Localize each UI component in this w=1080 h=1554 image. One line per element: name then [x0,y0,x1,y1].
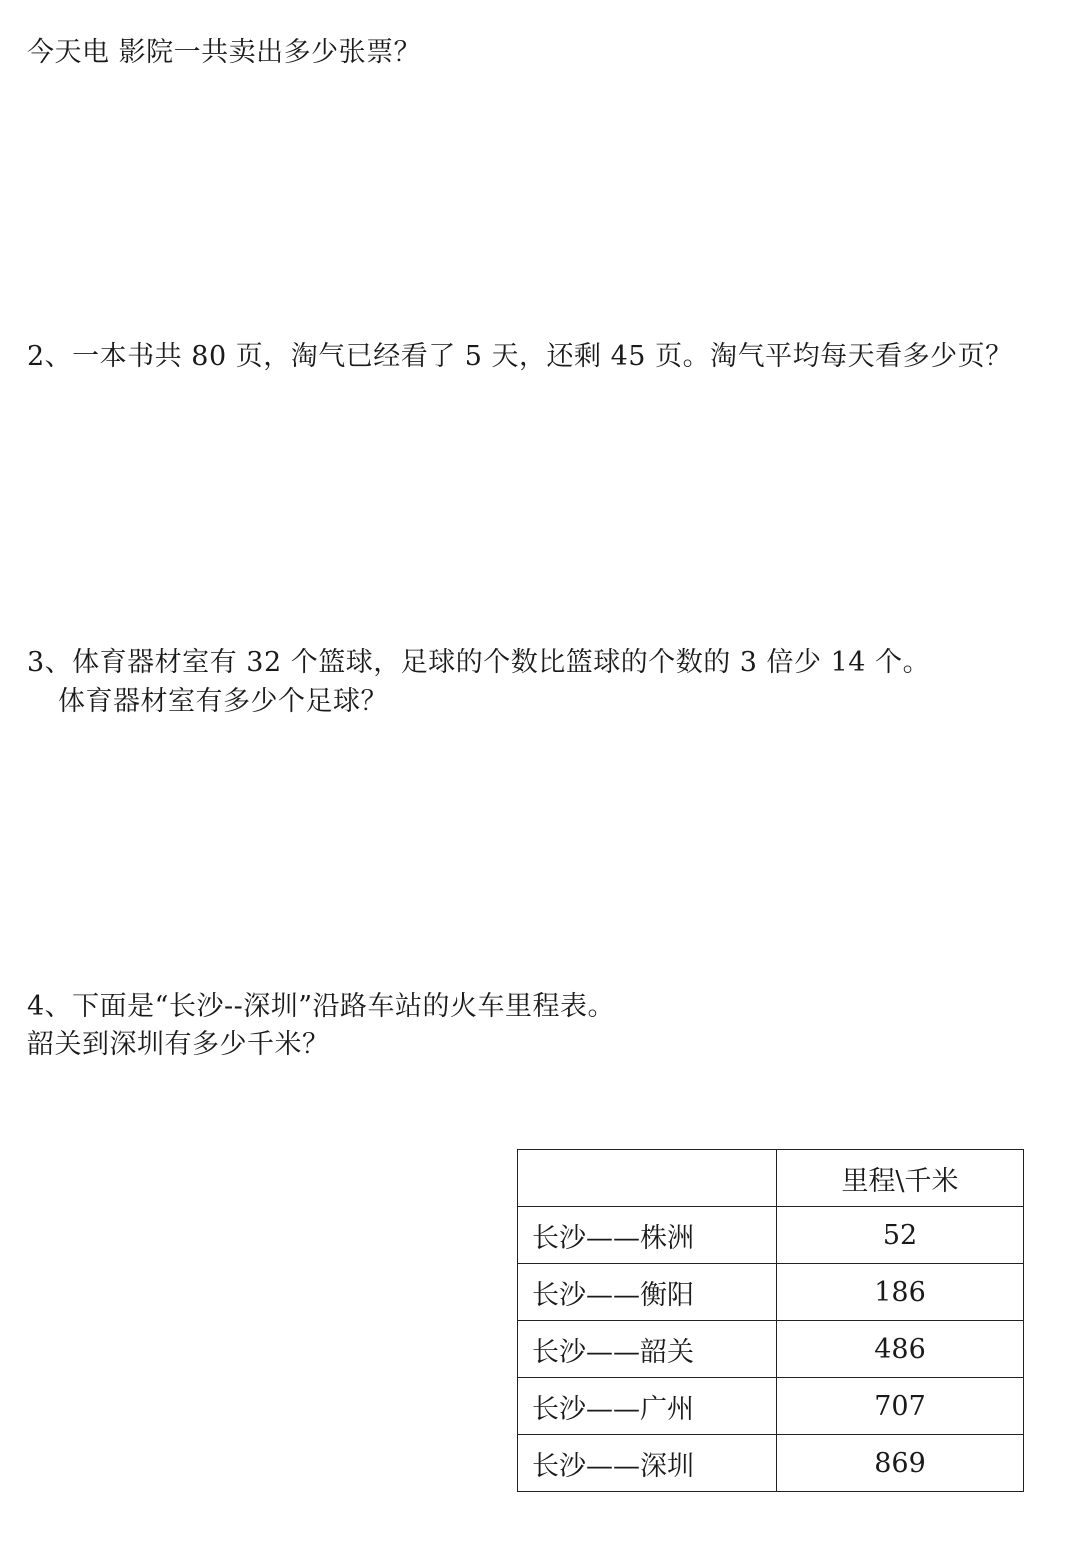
table-row [518,1264,1024,1321]
route-cell: 长沙——株洲 [518,1207,777,1264]
table-row [518,1207,1024,1264]
header-route-cell [518,1150,777,1207]
table-row [518,1321,1024,1378]
question-4-text-line2: 韶关到深圳有多少千米？ [27,1029,330,1060]
question-4-text-line1: 4、下面是“长沙--深圳”沿路车站的火车里程表。 [27,991,616,1022]
distance-cell: 186 [777,1264,1024,1321]
distance-cell: 707 [777,1378,1024,1435]
distance-cell: 52 [777,1207,1024,1264]
mileage-table [517,1149,1024,1492]
route-cell: 长沙——广州 [518,1378,777,1435]
question-3-text-line2: 体育器材室有多少个足球？ [58,686,388,717]
distance-cell: 869 [777,1435,1024,1492]
table-row [518,1378,1024,1435]
question-1-text: 今天电 影院一共卖出多少张票？ [27,37,422,68]
question-2-text: 2、一本书共 80 页，淘气已经看了 5 天，还剩 45 页。淘气平均每天看多少页？ [27,341,1013,372]
table-row [518,1435,1024,1492]
question-3-text-line1: 3、体育器材室有 32 个篮球，足球的个数比篮球的个数的 3 倍少 14 个。 [27,647,931,678]
route-cell: 长沙——深圳 [518,1435,777,1492]
distance-cell: 486 [777,1321,1024,1378]
table-header-row [518,1150,1024,1207]
header-distance-cell: 里程\千米 [777,1150,1024,1207]
route-cell: 长沙——衡阳 [518,1264,777,1321]
route-cell: 长沙——韶关 [518,1321,777,1378]
